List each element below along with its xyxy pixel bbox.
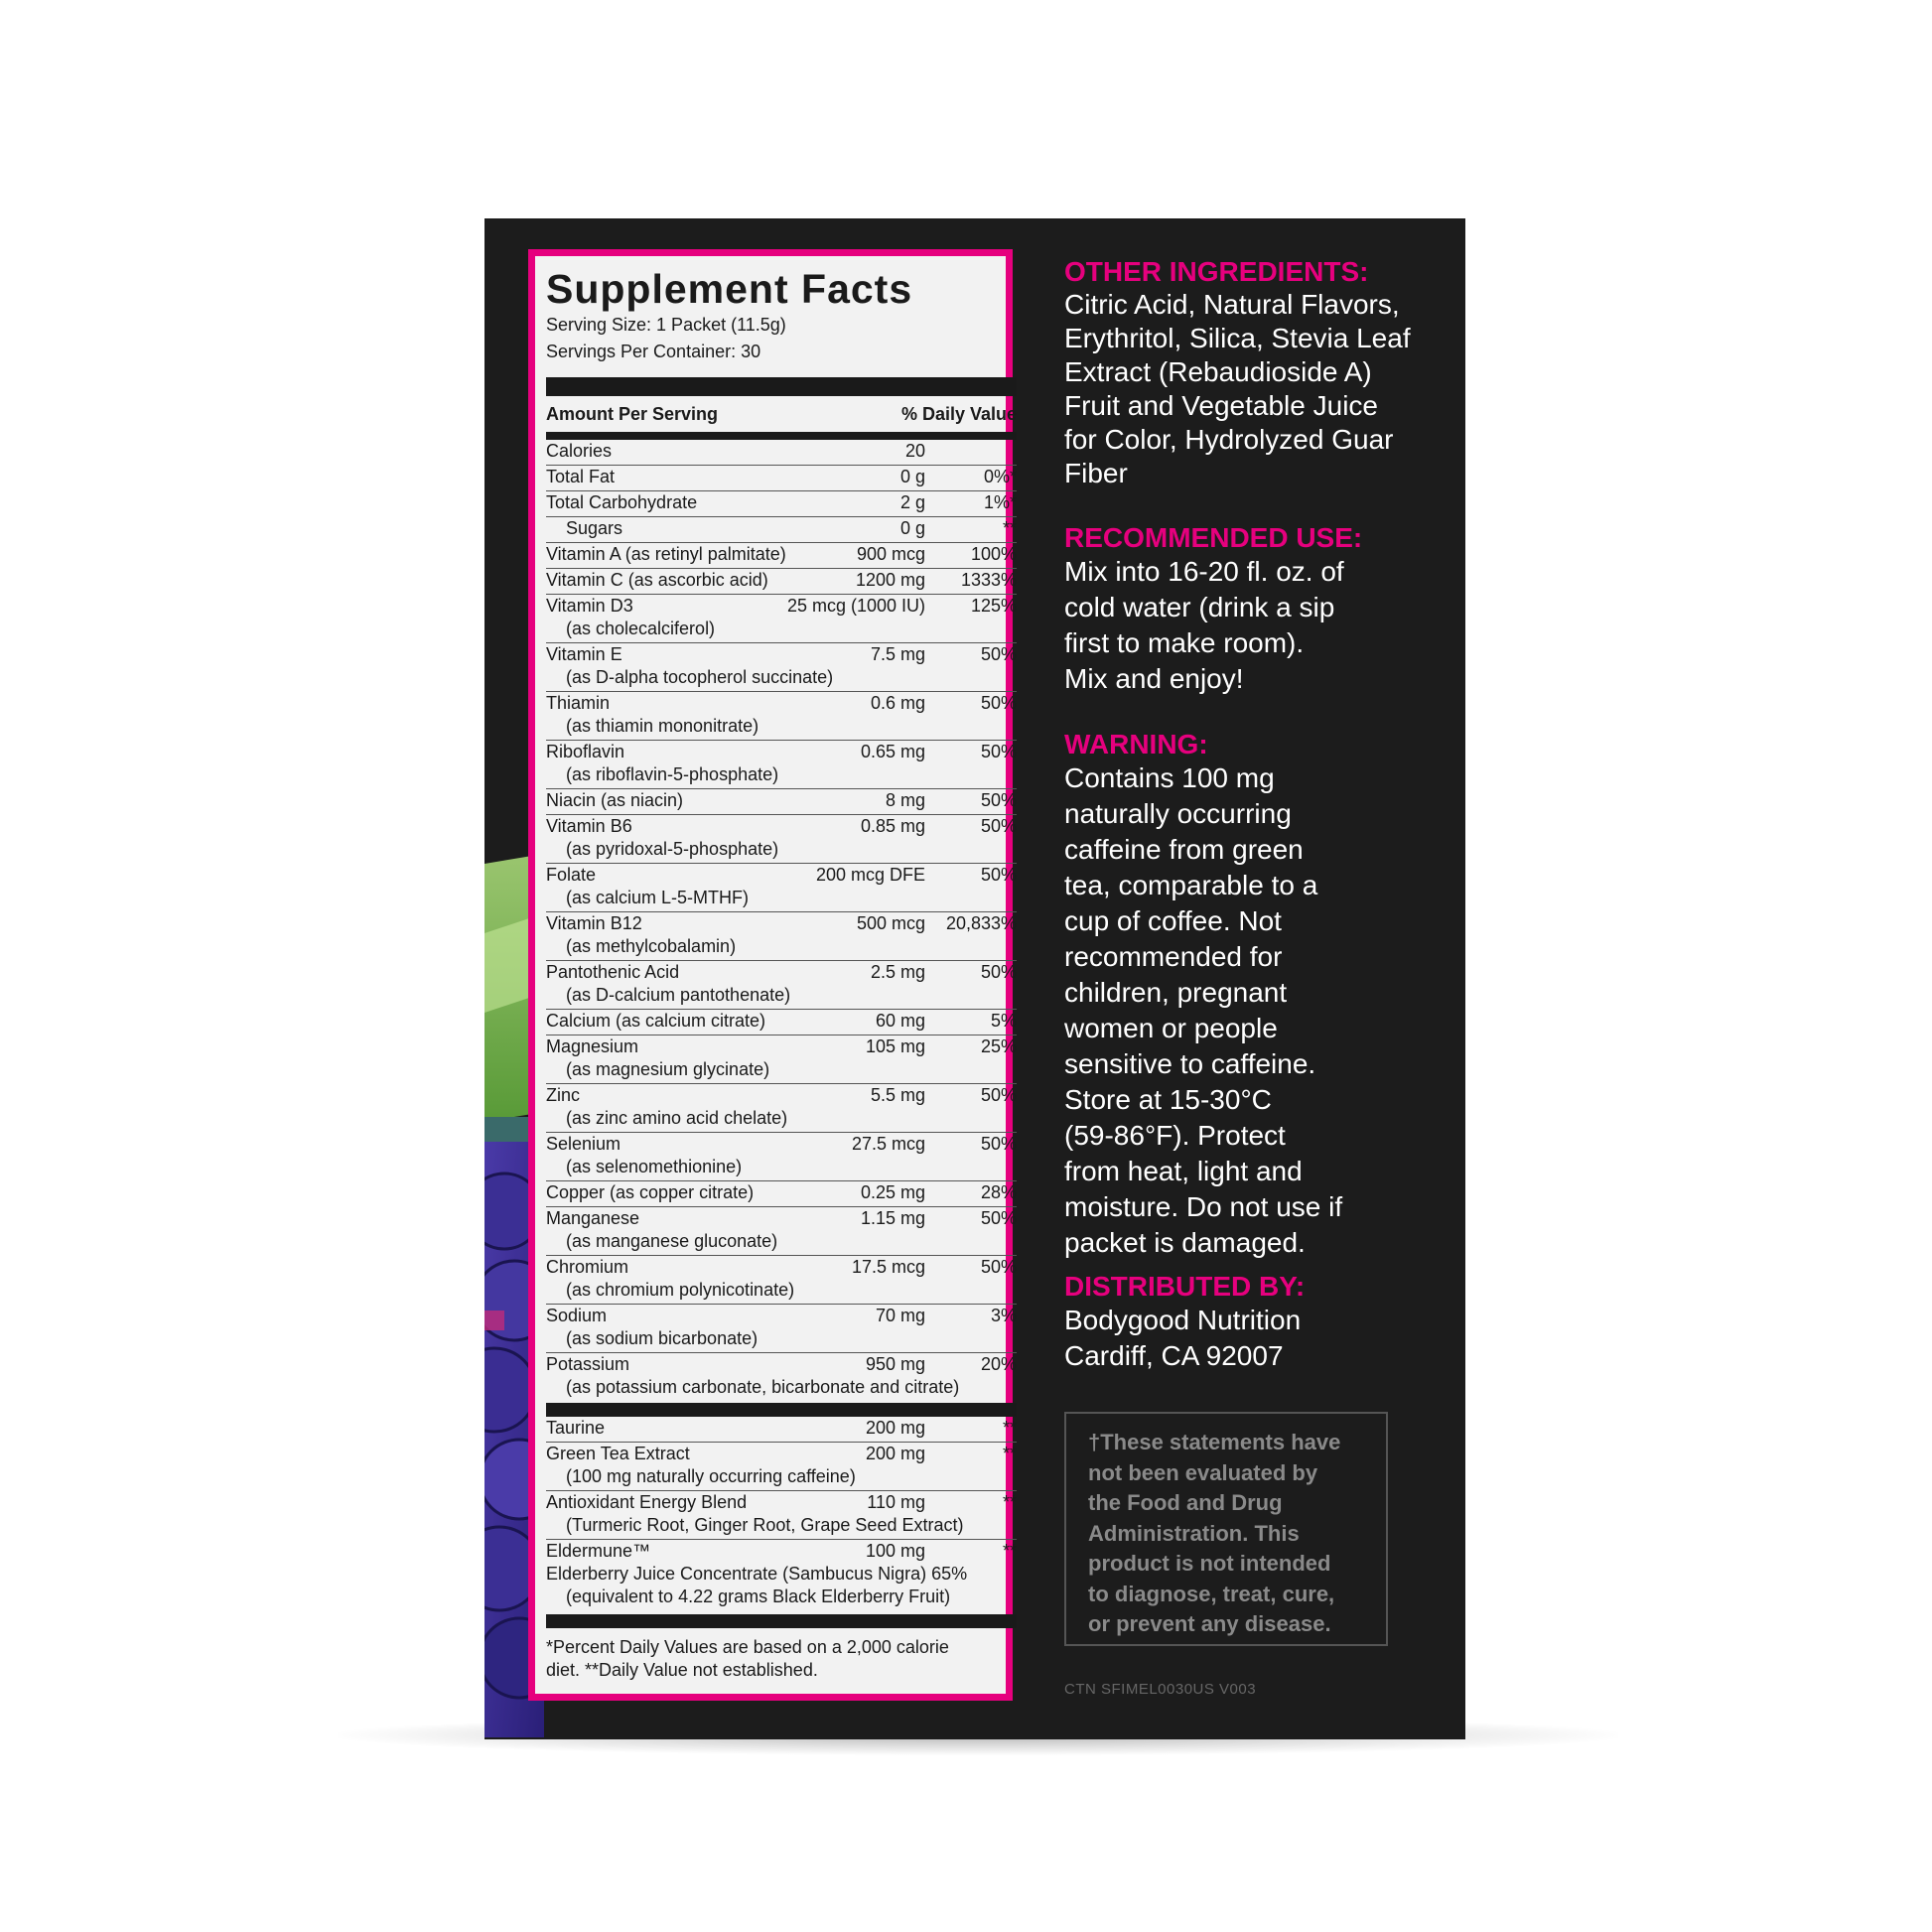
- nutrient-amount: 2 g: [899, 492, 925, 512]
- warning-heading: WARNING:: [1064, 729, 1208, 759]
- nutrient-dv: 50%: [980, 816, 1017, 836]
- nutrient-dv: 28%: [980, 1182, 1017, 1202]
- blend-dv: **: [1002, 1492, 1017, 1512]
- nutrient-dv: 100%: [970, 544, 1017, 564]
- nutrient-name: Copper (as copper citrate): [546, 1182, 755, 1202]
- nutrient-detail: (as D-calcium pantothenate): [566, 985, 791, 1005]
- blend-dv: **: [1002, 1444, 1017, 1463]
- nutrient-detail: (as cholecalciferol): [566, 619, 716, 638]
- blend-name: Taurine: [546, 1418, 606, 1438]
- facts-header: [546, 396, 1017, 432]
- nutrient-name: Selenium: [546, 1134, 621, 1154]
- nutrient-detail: (as calcium L-5-MTHF): [566, 888, 750, 907]
- nutrient-name: Magnesium: [546, 1036, 639, 1056]
- nutrient-amount: 70 mg: [875, 1306, 925, 1325]
- nutrient-name: Pantothenic Acid: [546, 962, 680, 982]
- nutrient-dv: 50%: [980, 1257, 1017, 1277]
- text-line: Mix into 16-20 fl. oz. of: [1064, 556, 1344, 587]
- nutrient-dv: 50%: [980, 693, 1017, 713]
- footnote-line: diet. **Daily Value not established.: [546, 1660, 818, 1680]
- nutrient-name: Manganese: [546, 1208, 640, 1228]
- nutrient-row: [546, 1207, 1017, 1256]
- servings-per-container: Servings Per Container: 30: [546, 342, 761, 361]
- text-line: recommended for: [1064, 941, 1283, 972]
- nutrient-dv: 50%: [980, 742, 1017, 761]
- nutrient-row: [546, 643, 1017, 692]
- blend-detail: Elderberry Juice Concentrate (Sambucus Nigra) 65%: [546, 1564, 968, 1584]
- nutrient-dv: 125%: [970, 596, 1017, 616]
- nutrient-row: [546, 741, 1017, 789]
- nutrient-name: Vitamin C (as ascorbic acid): [546, 570, 768, 590]
- text-line: product is not intended: [1088, 1551, 1331, 1576]
- nutrient-row: [546, 789, 1017, 815]
- facts-title: Supplement Facts: [546, 266, 913, 312]
- blend-detail-2: (equivalent to 4.22 grams Black Elderberry Fruit): [566, 1587, 951, 1606]
- nutrient-dv: 50%: [980, 962, 1017, 982]
- nutrient-dv: 50%: [980, 865, 1017, 885]
- nutrient-name: Folate: [546, 865, 597, 885]
- info-column: [1064, 256, 1451, 1374]
- nutrient-detail: (as selenomethionine): [566, 1157, 743, 1176]
- nutrient-amount: 25 mcg (1000 IU): [786, 596, 925, 616]
- nutrient-name: Niacin (as niacin): [546, 790, 684, 810]
- nutrient-amount: 2.5 mg: [870, 962, 925, 982]
- text-line: Mix and enjoy!: [1064, 663, 1244, 694]
- nutrient-row: [546, 440, 1017, 466]
- nutrient-dv: 3%: [990, 1306, 1017, 1325]
- recommended-use-text: [1064, 554, 1451, 697]
- text-line: naturally occurring: [1064, 798, 1292, 829]
- nutrient-amount: 0.25 mg: [860, 1182, 925, 1202]
- text-line: (59-86°F). Protect: [1064, 1120, 1286, 1151]
- text-line: to diagnose, treat, cure,: [1088, 1581, 1335, 1606]
- other-ingredients-heading: OTHER INGREDIENTS:: [1064, 256, 1369, 287]
- nutrient-row: [546, 1181, 1017, 1207]
- text-line: tea, comparable to a: [1064, 870, 1318, 900]
- nutrient-name: Vitamin B6: [546, 816, 632, 836]
- text-line: the Food and Drug: [1088, 1490, 1283, 1515]
- nutrient-amount: 200 mcg DFE: [815, 865, 925, 885]
- text-line: first to make room).: [1064, 627, 1305, 658]
- supplement-facts-panel: [528, 249, 1017, 1701]
- nutrient-dv: 50%: [980, 790, 1017, 810]
- nutrient-row: [546, 1353, 1017, 1401]
- blend-rows: [546, 1417, 1017, 1610]
- nutrient-detail: (as thiamin mononitrate): [566, 716, 759, 736]
- nutrient-dv: 50%: [980, 1134, 1017, 1154]
- nutrient-dv: **: [1002, 518, 1017, 538]
- nutrient-dv: 50%: [980, 1208, 1017, 1228]
- nutrient-name: Vitamin E: [546, 644, 622, 664]
- nutrient-amount: 105 mg: [865, 1036, 925, 1056]
- text-line: †These statements have: [1088, 1430, 1341, 1454]
- nutrient-dv: 20,833%: [945, 913, 1017, 933]
- nutrient-name: Potassium: [546, 1354, 630, 1374]
- nutrient-row: [546, 491, 1017, 517]
- blend-amount: 200 mg: [865, 1418, 925, 1438]
- nutrient-row: [546, 1256, 1017, 1305]
- nutrient-row: [546, 1133, 1017, 1181]
- nutrient-row: [546, 1084, 1017, 1133]
- nutrient-dv: 50%: [980, 1085, 1017, 1105]
- text-line: Extract (Rebaudioside A): [1064, 356, 1372, 387]
- nutrient-row: [546, 595, 1017, 643]
- nutrient-row: [546, 543, 1017, 569]
- nutrient-name: Total Fat: [546, 467, 616, 486]
- distributed-by-heading: DISTRIBUTED BY:: [1064, 1271, 1306, 1302]
- nutrient-dv: 25%: [980, 1036, 1017, 1056]
- amount-per-serving-label: Amount Per Serving: [546, 403, 719, 424]
- blend-dv: **: [1002, 1541, 1017, 1561]
- blend-name: Green Tea Extract: [546, 1444, 690, 1463]
- nutrient-row: [546, 961, 1017, 1010]
- nutrient-row: [546, 912, 1017, 961]
- nutrient-row: [546, 815, 1017, 864]
- nutrient-row: [546, 864, 1017, 912]
- serving-size: Serving Size: 1 Packet (11.5g): [546, 315, 786, 335]
- distributed-by-text: [1064, 1303, 1451, 1374]
- nutrient-amount: 0.65 mg: [860, 742, 925, 761]
- text-line: Fruit and Vegetable Juice: [1064, 390, 1378, 421]
- nutrient-name: Sugars: [566, 518, 623, 538]
- warning-text: [1064, 760, 1451, 1261]
- nutrient-amount: 0 g: [899, 518, 925, 538]
- nutrient-name: Sodium: [546, 1306, 608, 1325]
- nutrient-amount: 0.6 mg: [870, 693, 925, 713]
- text-line: Bodygood Nutrition: [1064, 1305, 1302, 1335]
- nutrient-detail: (as chromium polynicotinate): [566, 1280, 795, 1300]
- nutrient-amount: 7.5 mg: [870, 644, 925, 664]
- nutrient-row: [546, 692, 1017, 741]
- nutrient-name: Riboflavin: [546, 742, 625, 761]
- footnote-line: *Percent Daily Values are based on a 2,000 calorie: [546, 1637, 949, 1657]
- nutrient-dv: 1333%: [960, 570, 1017, 590]
- nutrient-amount: 0 g: [899, 467, 925, 486]
- nutrient-name: Total Carbohydrate: [546, 492, 698, 512]
- text-line: Erythritol, Silica, Stevia Leaf: [1064, 323, 1411, 353]
- nutrient-amount: 17.5 mcg: [851, 1257, 925, 1277]
- nutrient-row: [546, 466, 1017, 491]
- nutrient-amount: 60 mg: [875, 1011, 925, 1031]
- daily-value-label: % Daily Value: [900, 403, 1017, 424]
- nutrient-detail: (as methylcobalamin): [566, 936, 737, 956]
- nutrient-amount: 8 mg: [885, 790, 925, 810]
- blend-amount: 110 mg: [867, 1492, 925, 1512]
- text-line: packet is damaged.: [1064, 1227, 1306, 1258]
- nutrient-detail: (as potassium carbonate, bicarbonate and citrate): [566, 1377, 960, 1397]
- text-line: for Color, Hydrolyzed Guar: [1064, 424, 1394, 455]
- nutrient-name: Calcium (as calcium citrate): [546, 1011, 766, 1031]
- nutrient-dv: 50%: [980, 644, 1017, 664]
- nutrient-detail: (as D-alpha tocopherol succinate): [566, 667, 834, 687]
- text-line: children, pregnant: [1064, 977, 1288, 1008]
- nutrient-name: Zinc: [546, 1085, 581, 1105]
- facts-footnote: [546, 1636, 1017, 1682]
- nutrient-amount: 1.15 mg: [860, 1208, 925, 1228]
- nutrient-detail: (as pyridoxal-5-phosphate): [566, 839, 779, 859]
- nutrient-name: Vitamin A (as retinyl palmitate): [546, 544, 786, 564]
- nutrient-dv: 20%: [980, 1354, 1017, 1374]
- product-box-back: [484, 218, 1465, 1739]
- nutrient-amount: 5.5 mg: [870, 1085, 925, 1105]
- nutrient-detail: (as magnesium glycinate): [566, 1059, 770, 1079]
- nutrient-detail: (as sodium bicarbonate): [566, 1328, 759, 1348]
- blend-row: [546, 1417, 1017, 1443]
- nutrient-rows: [546, 440, 1017, 1401]
- nutrient-row: [546, 1035, 1017, 1084]
- nutrient-detail: (as riboflavin-5-phosphate): [566, 764, 779, 784]
- medium-rule: [546, 1614, 1017, 1628]
- text-line: Store at 15-30°C: [1064, 1084, 1272, 1115]
- blend-amount: 100 mg: [865, 1541, 925, 1561]
- text-line: Contains 100 mg: [1064, 762, 1275, 793]
- text-line: Fiber: [1064, 458, 1128, 488]
- text-line: Citric Acid, Natural Flavors,: [1064, 289, 1400, 320]
- medium-rule: [546, 1403, 1017, 1417]
- text-line: sensitive to caffeine.: [1064, 1048, 1316, 1079]
- nutrient-row: [546, 517, 1017, 543]
- nutrient-row: [546, 569, 1017, 595]
- blend-detail: (Turmeric Root, Ginger Root, Grape Seed Extract): [566, 1515, 964, 1535]
- nutrient-name: Vitamin D3: [546, 596, 633, 616]
- fda-disclaimer: [1064, 1412, 1388, 1646]
- blend-row: [546, 1540, 1017, 1610]
- nutrient-row: [546, 1010, 1017, 1035]
- nutrient-dv: 1%*: [983, 492, 1017, 512]
- thick-rule: [546, 377, 1017, 396]
- nutrient-amount: 20: [904, 441, 925, 461]
- nutrient-amount: 27.5 mcg: [851, 1134, 925, 1154]
- text-line: caffeine from green: [1064, 834, 1304, 865]
- text-line: Cardiff, CA 92007: [1064, 1340, 1284, 1371]
- recommended-use-heading: RECOMMENDED USE:: [1064, 522, 1363, 553]
- other-ingredients-text: [1064, 288, 1451, 490]
- text-line: from heat, light and: [1064, 1156, 1303, 1186]
- medium-rule: [546, 432, 1017, 440]
- blend-name: Eldermune™: [546, 1541, 651, 1561]
- nutrient-name: Calories: [546, 441, 613, 461]
- nutrient-detail: (as manganese gluconate): [566, 1231, 778, 1251]
- nutrient-name: Vitamin B12: [546, 913, 642, 933]
- ctn-code: CTN SFIMEL0030US V003: [1064, 1681, 1257, 1698]
- text-line: or prevent any disease.: [1088, 1611, 1331, 1636]
- nutrient-amount: 0.85 mg: [860, 816, 925, 836]
- blend-amount: 200 mg: [865, 1444, 925, 1463]
- text-line: cup of coffee. Not: [1064, 905, 1282, 936]
- nutrient-name: Thiamin: [546, 693, 611, 713]
- nutrient-amount: 950 mg: [865, 1354, 925, 1374]
- blend-detail: (100 mg naturally occurring caffeine): [566, 1466, 856, 1486]
- text-line: not been evaluated by: [1088, 1459, 1318, 1485]
- blend-row: [546, 1491, 1017, 1540]
- nutrient-detail: (as zinc amino acid chelate): [566, 1108, 788, 1128]
- nutrient-row: [546, 1305, 1017, 1353]
- text-line: women or people: [1064, 1013, 1278, 1043]
- nutrient-dv: 0%*: [983, 467, 1017, 486]
- text-line: cold water (drink a sip: [1064, 592, 1335, 622]
- nutrient-dv: 5%: [990, 1011, 1017, 1031]
- text-line: Administration. This: [1088, 1520, 1300, 1546]
- blend-row: [546, 1443, 1017, 1491]
- nutrient-amount: 900 mcg: [856, 544, 925, 564]
- blend-name: Antioxidant Energy Blend: [546, 1492, 748, 1512]
- text-line: moisture. Do not use if: [1064, 1191, 1343, 1222]
- nutrient-name: Chromium: [546, 1257, 629, 1277]
- blend-dv: **: [1002, 1418, 1017, 1438]
- nutrient-amount: 1200 mg: [855, 570, 925, 590]
- nutrient-amount: 500 mcg: [856, 913, 925, 933]
